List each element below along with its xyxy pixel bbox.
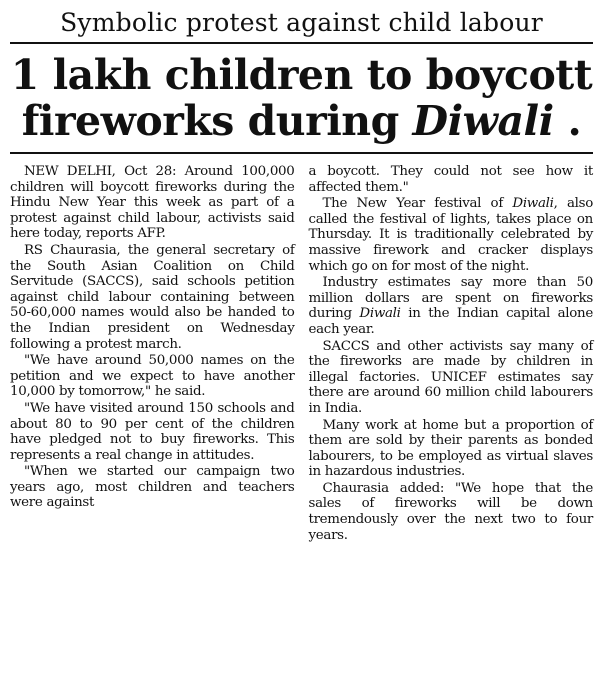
article-column-1: [10, 164, 295, 543]
kicker-headline: Symbolic protest against child labour: [10, 6, 593, 44]
text-run-italic: Diwali: [359, 306, 401, 322]
article-column-2: [309, 164, 594, 543]
headline-line-1: 1 lakh children to boycott: [10, 51, 593, 99]
paragraph: "We have visited around 150 schools and about 80 to 90 per cent of the children have pledged not to buy fireworks. This represents a real change in attitudes.: [10, 400, 295, 463]
headline-line-2-post: .: [553, 97, 582, 145]
paragraph: a boycott. They could not see how it affected them.": [308, 164, 593, 195]
paragraph: [309, 196, 594, 274]
paragraph: RS Chaurasia, the general secretary of the South Asian Coalition on Child Servitude (SACCS), said schools petition against child labour containing between 50-60,000 names would also be handed to the Indian president on Wednesday following a protest march.: [10, 242, 295, 352]
paragraph: "When we started our campaign two years ago, most children and teachers were against: [10, 464, 295, 511]
headline-line-2-pre: fireworks during: [21, 97, 413, 145]
headline-line-2-italic: Diwali: [412, 97, 554, 145]
paragraph: [309, 275, 594, 337]
paragraph: NEW DELHI, Oct 28: Around 100,000 children will boycott fireworks during the Hindu New Year this week as part of a protest against child labour, activists said here today, reports AFP.: [10, 164, 295, 242]
paragraph: SACCS and other activists say many of the fireworks are made by children in illegal factories. UNICEF estimates say there are around 60 million child labourers in India.: [308, 338, 593, 416]
main-headline: [10, 48, 593, 152]
text-run: , also called the festival of lights, takes place on Thursday. It is traditionally celebrated by massive firework and cracker displays which go on for most of the night.: [308, 196, 593, 274]
text-run: in the Indian capital alone each year.: [308, 306, 593, 337]
text-run-italic: Diwali: [512, 196, 554, 212]
text-run: Industry estimates say more than 50 million dollars are spent on fireworks during: [308, 275, 593, 322]
article-body: [10, 152, 593, 543]
text-run: The New Year festival of: [322, 196, 513, 212]
paragraph: Chaurasia added: "We hope that the sales of fireworks will be down tremendously over the next two to four years.: [308, 480, 593, 543]
paragraph: Many work at home but a proportion of them are sold by their parents as bonded labourers, to be employed as virtual slaves in hazardous industries.: [308, 417, 593, 480]
paragraph: "We have around 50,000 names on the petition and we expect to have another 10,000 by tomorrow," he said.: [10, 353, 295, 400]
